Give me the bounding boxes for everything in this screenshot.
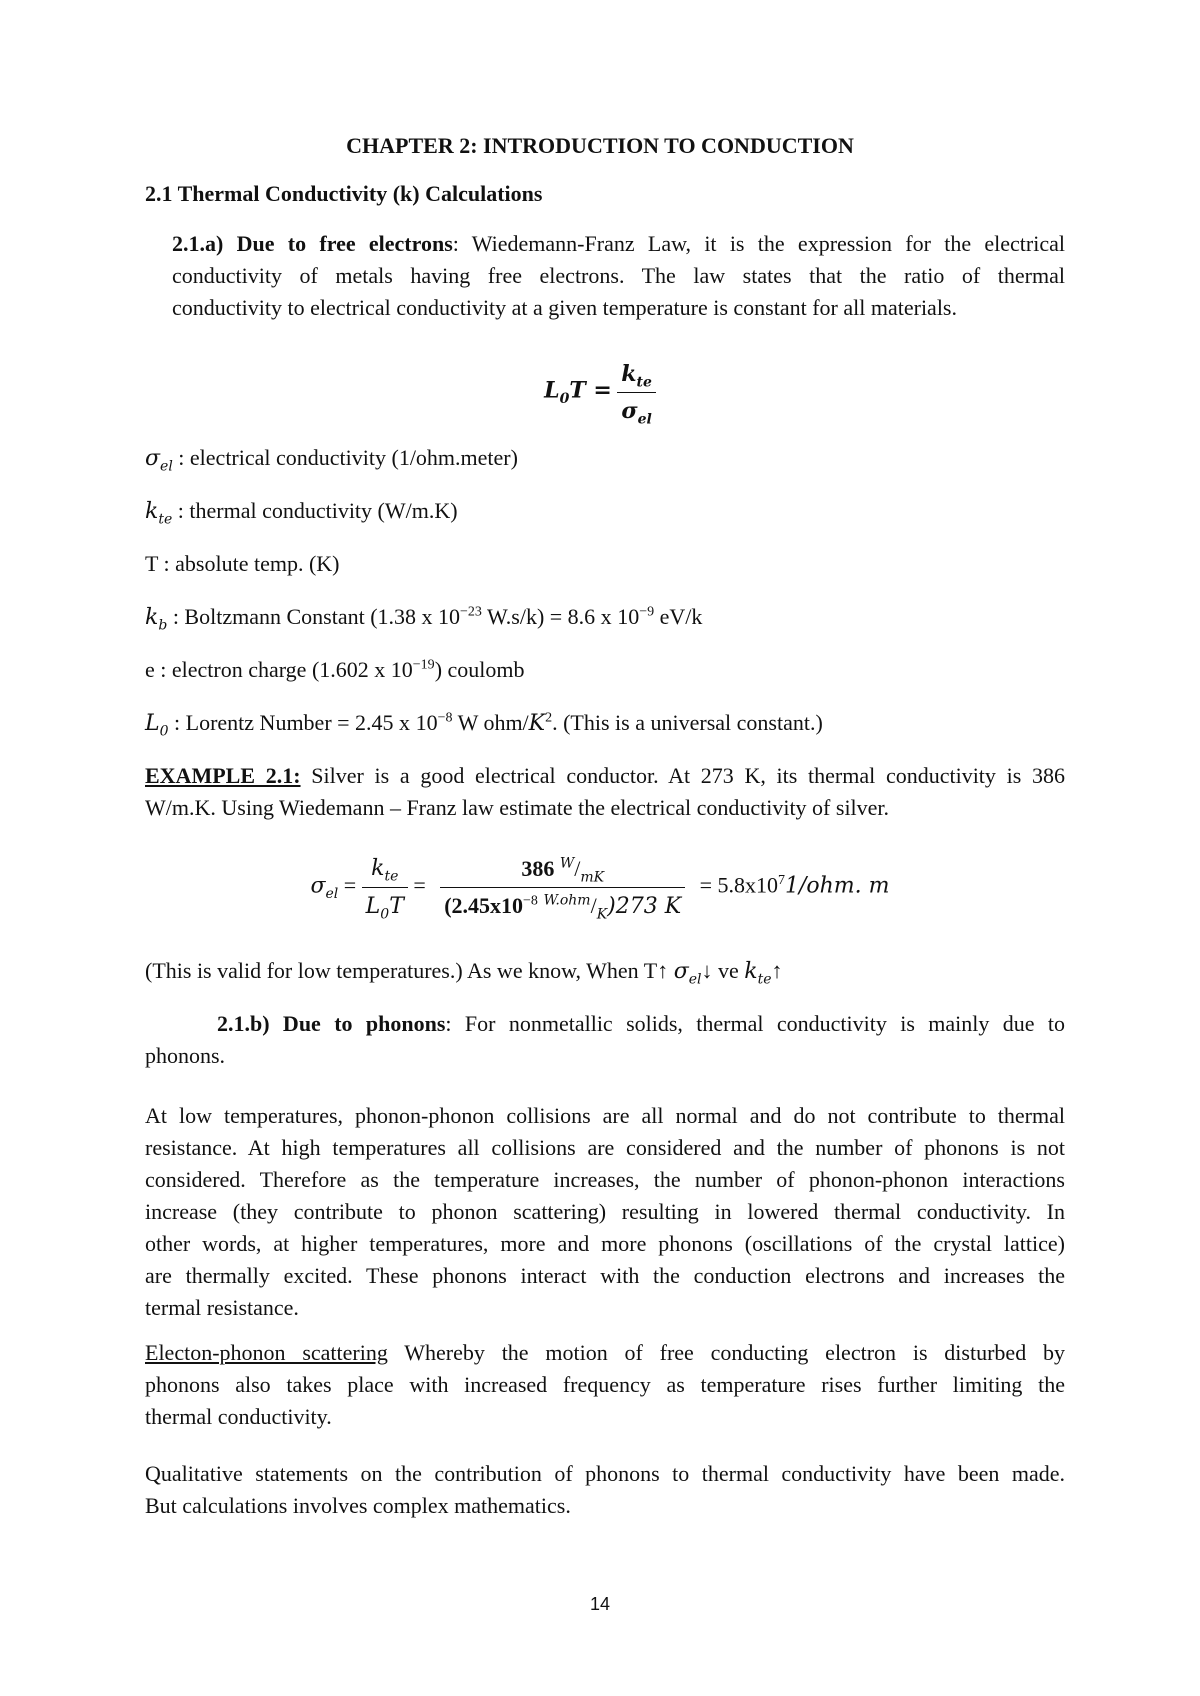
validity-note: (This is valid for low temperatures.) As we know, When T↑ $\sigma_{el}↓$ ve $k_{te}↑$: [145, 958, 783, 988]
formula-example-fraction2: $\frac{386 ^W/_{mK}}{(2.45x10^{-8} ^{W.ohm}/_K)273 K}$: [431, 853, 694, 923]
subsection-b-line1: 2.1.b) Due to phonons: For nonmetallic solids, thermal conductivity is mainly due to: [217, 1011, 1065, 1036]
paragraph-scattering: [145, 1337, 1065, 1433]
paragraph-line: Electon-phonon scattering Whereby the motion of free conducting electron is disturbed by: [145, 1340, 1065, 1365]
formula-example-fraction1: $\frac{k_{te}}{L_0T}$: [362, 852, 408, 923]
subsection-a-line3: conductivity to electrical conductivity at a given temperature is constant for all materials.: [172, 295, 957, 320]
paragraph-line: But calculations involves complex mathematics.: [145, 1493, 571, 1518]
chapter-title: CHAPTER 2: INTRODUCTION TO CONDUCTION: [346, 133, 854, 158]
paragraph-line: considered. Therefore as the temperature increases, the number of phonon-phonon interactions: [145, 1167, 1065, 1192]
def-kte: $k_{te}$ : thermal conductivity (W/m.K): [145, 498, 458, 528]
section-title: 2.1 Thermal Conductivity (k) Calculations: [145, 181, 543, 206]
paragraph-line: resistance. At high temperatures all collisions are considered and the number of phonons is not: [145, 1135, 1065, 1160]
page-number: 14: [589, 1594, 611, 1614]
def-sigma: $\sigma_{el}$ : electrical conductivity (1/ohm.meter): [145, 445, 518, 475]
formula-lorentz: $L_0T$ = $\frac{k_{te}}{\sigma_{el}}$: [0, 358, 1200, 427]
example-line1: EXAMPLE 2.1: Silver is a good electrical conductor. At 273 K, its thermal conductivity is 386: [145, 763, 1065, 788]
subsection-b-line2: phonons.: [145, 1043, 226, 1068]
formula-lorentz-fraction: $\frac{k_{te}}{\sigma_{el}}$: [617, 358, 656, 427]
scattering-term: Electon-phonon scattering: [145, 1340, 388, 1365]
subsection-a: [172, 228, 1065, 324]
paragraph-qualitative: [145, 1458, 1065, 1522]
paragraph-line: other words, at higher temperatures, more and more phonons (oscillations of the crystal lattice): [145, 1231, 1065, 1256]
subsection-b-heading: 2.1.b) Due to phonons: [217, 1011, 446, 1036]
subsection-a-line1: 2.1.a) Due to free electrons: Wiedemann-Franz Law, it is the expression for the electrical: [172, 231, 1065, 256]
paragraph-line: thermal conductivity.: [145, 1404, 332, 1429]
formula-example: $\sigma_{el}$ = $\frac{k_{te}}{L_0T}$ = $\frac{386 ^W/_{mK}}{(2.45x10^{-8} ^{W.ohm}/_K)273 K}$ = $5.8x10^71$/ohm. m: [0, 852, 1200, 923]
example-label: EXAMPLE 2.1:: [145, 763, 301, 788]
paragraph-line: are thermally excited. These phonons interact with the conduction electrons and increases the: [145, 1263, 1065, 1288]
example-2-1: [145, 760, 1065, 824]
paragraph-line: termal resistance.: [145, 1295, 299, 1320]
def-T: T : absolute temp. (K): [145, 551, 340, 576]
paragraph-line: Qualitative statements on the contribution of phonons to thermal conductivity have been made.: [145, 1461, 1065, 1486]
subsection-a-line2: conductivity of metals having free electrons. The law states that the ratio of thermal: [172, 263, 1065, 288]
paragraph-line: increase (they contribute to phonon scattering) resulting in lowered thermal conductivity. In: [145, 1199, 1065, 1224]
def-e: e : electron charge (1.602 x $10^{-19}$) coulomb: [145, 657, 525, 682]
paragraph-line: phonons also takes place with increased frequency as temperature rises further limiting the: [145, 1372, 1065, 1397]
paragraph-line: At low temperatures, phonon-phonon collisions are all normal and do not contribute to thermal: [145, 1103, 1065, 1128]
def-kb: $k_b$ : Boltzmann Constant (1.38 x $10^{-23}$ W.s/k) = 8.6 x $10^{-9}$ eV/k: [145, 604, 703, 634]
def-lorentz: $L_0$ : Lorentz Number = 2.45 x $10^{-8}$ W ohm/$K^2$. (This is a universal constant.): [145, 710, 823, 740]
paragraph-low-temperatures: [145, 1100, 1065, 1324]
subsection-b: [145, 1008, 1065, 1072]
subsection-a-heading: 2.1.a) Due to free electrons: [172, 231, 453, 256]
example-line2: W/m.K. Using Wiedemann – Franz law estimate the electrical conductivity of silver.: [145, 795, 890, 820]
